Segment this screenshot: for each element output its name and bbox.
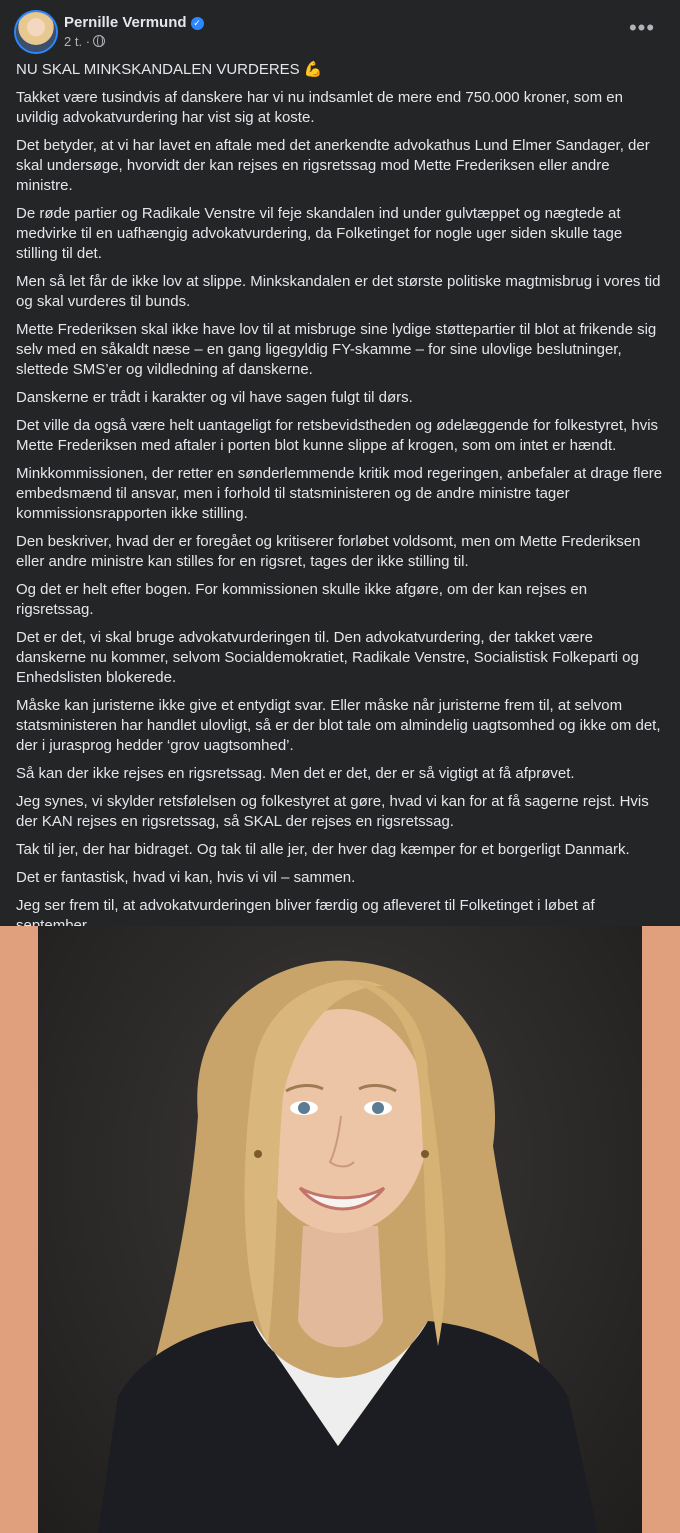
post-text (16, 60, 664, 972)
paragraph: Minkkommissionen, der retter en sønderlemmende kritik mod regeringen, anbefaler at drage flere embedsmænd til ansvar, men i forhold til statsministeren og de andre ministre tager kommissionsrapporten ikke stilling. (16, 465, 663, 522)
paragraph: Men så let får de ikke lov at slippe. Minkskandalen er det største politiske magtmisbrug i vores tid og skal vurderes til bunds. (16, 273, 661, 310)
paragraph: Takket være tusindvis af danskere har vi nu indsamlet de mere end 750.000 kroner, som en uvildig advokatvurdering har vist sig at koste. (16, 89, 623, 126)
author-avatar[interactable] (16, 12, 56, 52)
paragraph: Det betyder, at vi har lavet en aftale med det anerkendte advokathus Lund Elmer Sandager, der skal undersøge, hvorvidt der kan rejses en rigsretssag mod Mette Frederiksen eller andre ministre. (16, 137, 650, 194)
author-name[interactable] (64, 14, 204, 31)
paragraph: Det ville da også være helt uantageligt for retsbevidstheden og ødelæggende for folkestyret, hvis Mette Frederiksen med aftaler i porten blot kunne slippe af krogen, som om intet er hændt. (16, 417, 659, 454)
headline-text: NU SKAL MINKSKANDALEN VURDERES (16, 61, 300, 78)
paragraph: Tak til jer, der har bidraget. Og tak til alle jer, der hver dag kæmper for et borgerligt Danmark. (16, 841, 630, 858)
paragraph: Jeg synes, vi skylder retsfølelsen og folkestyret at gøre, hvad vi kan for at få sagerne rejst. Hvis der KAN rejses en rigsretssag, så SKAL der rejses en rigsretssag. (16, 793, 649, 830)
globe-icon (93, 35, 105, 47)
post-photo[interactable] (0, 926, 680, 1533)
paragraph: Og det er helt efter bogen. For kommissionen skulle ikke afgøre, om der kan rejses en rigsretssag. (16, 581, 588, 618)
paragraph: Den beskriver, hvad der er foregået og kritiserer forløbet voldsomt, men om Mette Frederiksen eller andre ministre kan stilles for en rigsret, tages der ikke stilling til. (16, 533, 641, 570)
paragraph: De røde partier og Radikale Venstre vil feje skandalen ind under gulvtæppet og nægtede at medvirke til en uafhængig advokatvurdering, da Folketinget for nogle uger siden skulle tage stilling til det. (16, 205, 623, 262)
paragraph: Måske kan juristerne ikke give et entydigt svar. Eller måske når juristerne frem til, at selvom statsministeren har handlet ulovligt, så er der blot tale om almindelig uagtsomhed og ikke om det, der i jurasprog hedder ‘grov uagtsomhed’. (16, 697, 661, 754)
paragraph: Danskerne er trådt i karakter og vil have sagen fulgt til dørs. (16, 389, 413, 406)
paragraph: Så kan der ikke rejses en rigsretssag. Men det er det, der er så vigtigt at få afprøvet. (16, 765, 575, 782)
portrait-illustration (38, 926, 642, 1533)
dot-separator: · (85, 34, 91, 49)
author-name-text[interactable]: Pernille Vermund (64, 14, 187, 31)
paragraph: Det er det, vi skal bruge advokatvurderingen til. Den advokatvurdering, der takket være danskerne nu kommer, selvom Socialdemokratiet, Radikale Venstre, Socialistisk Folkeparti og Enhedslisten blokerede. (16, 629, 639, 686)
paragraph: Mette Frederiksen skal ikke have lov til at misbruge sine lydige støttepartier til blot at frikende sig selv med en såkaldt næse – en gang ligegyldig FY-skamme – for sine ulovlige beslutninger, slettede SMS’er og vildledning af danskerne. (16, 321, 657, 378)
paragraph: Jeg ser frem til, at advokatvurderingen bliver færdig og afleveret til Folketinget i løbet af (16, 897, 595, 914)
paragraph: Det er fantastisk, hvad vi kan, hvis vi vil – sammen. (16, 869, 356, 886)
post-headline (16, 60, 664, 80)
verified-badge-icon: ✓ (191, 17, 204, 30)
post-meta (64, 34, 105, 49)
more-options-button[interactable]: ••• (628, 15, 656, 40)
post-timestamp[interactable]: 2 t. (64, 34, 83, 49)
flexed-biceps-icon: 💪 (303, 61, 323, 78)
post-header (16, 12, 664, 56)
portrait-image (38, 926, 642, 1533)
